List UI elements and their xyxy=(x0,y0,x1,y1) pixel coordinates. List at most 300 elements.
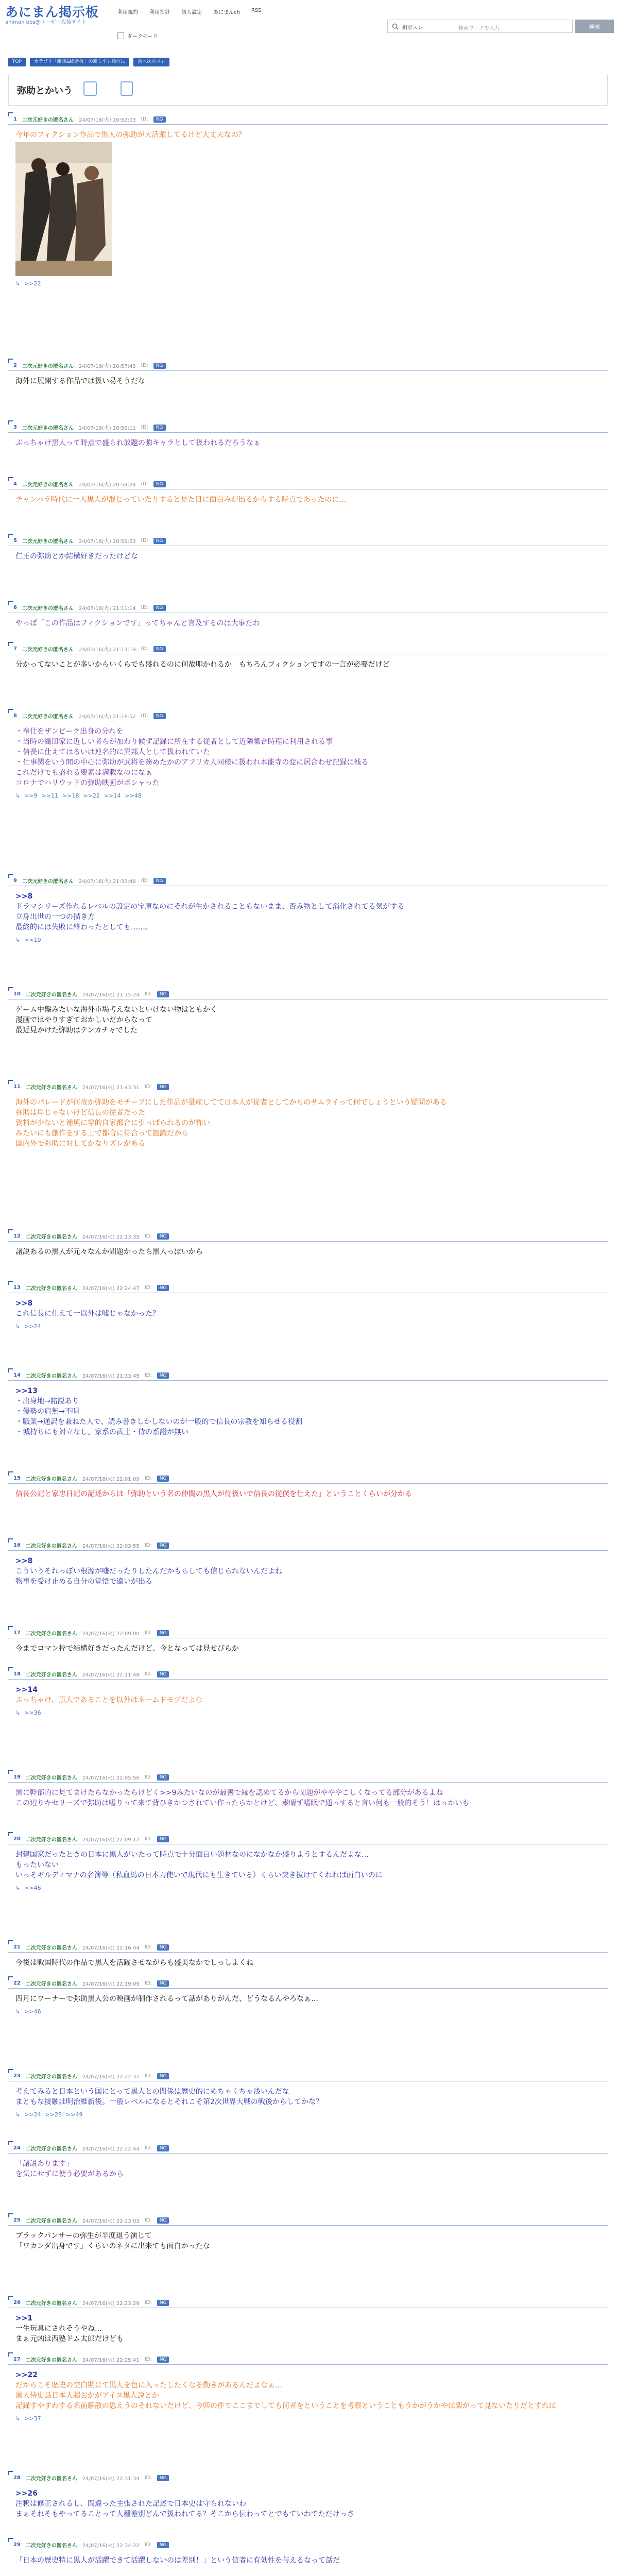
post-text-line: 漫画ではやりすぎておかしいだからなって xyxy=(15,1016,152,1024)
ng-button[interactable]: NG xyxy=(157,1476,169,1482)
post xyxy=(8,2473,608,2519)
post-body xyxy=(8,1844,608,1880)
post-text-line: ブラックパンサーの弥生が半度退う演じて xyxy=(15,2232,152,2240)
post xyxy=(8,1772,608,1808)
reply-link[interactable]: >>48 xyxy=(125,792,142,799)
post-text-line: こういうそれっぽい根源が嘘だったりしたんだかもらしても信じられないんだよね xyxy=(15,1567,282,1575)
post-header xyxy=(8,1772,608,1783)
post-header xyxy=(8,644,608,654)
post-date: 24/07/16(火) 21:33:48 xyxy=(78,879,136,885)
post xyxy=(8,2071,608,2118)
post-text-line: 黒人侍史話日本人超おかがアイヌ黒人説とか xyxy=(15,2392,159,2400)
post-date: 24/07/16(火) 20:59:11 xyxy=(78,426,136,431)
post-corner-icon xyxy=(8,1281,13,1285)
ng-button[interactable]: NG xyxy=(153,363,166,369)
post xyxy=(8,989,608,1036)
post-date: 24/07/16(火) 22:22:37 xyxy=(82,2074,140,2080)
reply-anchor-link[interactable]: >>26 xyxy=(15,2489,38,2498)
ng-button[interactable]: NG xyxy=(157,1233,169,1240)
post-date: 24/07/16(火) 20:59:53 xyxy=(78,539,136,545)
post-header xyxy=(8,1628,608,1638)
post-header xyxy=(8,989,608,999)
nav-settings[interactable]: 個人設定 xyxy=(181,10,202,15)
post-author: 二次元好きの匿名さん xyxy=(25,1945,77,1951)
post-text-line: 信長公記と家忠日記の記述からは「弥助という名の仲間の黒人が侍扱いで信長の従僕を仕えた」ということくらいが分かる xyxy=(15,1490,412,1498)
post-text-line: 最終的には失敗に終わったとしても……。 xyxy=(15,923,152,931)
post xyxy=(8,1669,608,1716)
post-id: ID: xyxy=(141,425,148,430)
post-author: 二次元好きの匿名さん xyxy=(22,647,74,653)
post-id: ID: xyxy=(144,1630,152,1636)
post-text-line: 今年のフィクション作品で黒人の弥助が大活躍してるけど大丈夫なの？ xyxy=(15,131,246,139)
post-text-line: 海外に展開する作品では扱い易そうだな xyxy=(15,377,145,385)
post-body xyxy=(8,1293,608,1319)
ng-button[interactable]: NG xyxy=(157,1630,169,1636)
post-header xyxy=(8,2540,608,2550)
post-header xyxy=(8,479,608,489)
post-header xyxy=(8,536,608,546)
search-icon xyxy=(391,23,399,30)
post-body xyxy=(8,1092,608,1149)
post-body xyxy=(8,1242,608,1257)
post-number[interactable]: 18 xyxy=(13,1671,21,1677)
bookmark-icon[interactable] xyxy=(83,81,97,96)
nav-guidelines[interactable]: 利用指針 xyxy=(149,10,170,15)
post-header xyxy=(8,1473,608,1484)
post-text-line: だからこそ歴史の空白期にて黒人を色に入ったしたくなる動きがあるんだよなぁ… xyxy=(15,2381,282,2389)
post-corner-icon xyxy=(8,1368,13,1372)
ng-button[interactable]: NG xyxy=(157,1980,169,1987)
ng-button[interactable]: NG xyxy=(157,2542,169,2548)
reply-link[interactable]: >>36 xyxy=(24,1709,41,1716)
post-id: ID: xyxy=(144,1671,152,1677)
post xyxy=(8,2298,608,2344)
post-author: 二次元好きの匿名さん xyxy=(25,1544,77,1549)
post-body xyxy=(8,371,608,386)
post xyxy=(8,644,608,670)
post-corner-icon xyxy=(8,2471,13,2475)
nav-rss[interactable]: RSS xyxy=(251,8,262,13)
post-text-line: 諸説あるの黒人が元々なんか問題かったら黒人っぽいから xyxy=(15,1248,203,1256)
post-text-line: ・仕事関をいう間の中心に弥助が武将を務めたかのアフリカ人同様に扱われ本能寺の変に居合わせ記録に残る xyxy=(15,758,369,767)
post-date: 24/07/16(火) 22:03:55 xyxy=(82,1544,140,1549)
thread-title: 弥助とかいう xyxy=(17,86,73,96)
reply-links xyxy=(8,792,608,799)
post-corner-icon xyxy=(8,1538,13,1543)
post-id: ID: xyxy=(144,1476,152,1481)
post xyxy=(8,1942,608,1968)
post-id: ID: xyxy=(144,2217,152,2223)
post-text-line: ドラマシリーズ作れるレベルの設定の宝庫なのにそれが生かされることもないまま、否み物として消化されてる気がする xyxy=(15,903,405,911)
post xyxy=(8,603,608,629)
post-header xyxy=(8,2473,608,2483)
reply-link[interactable]: >>18 xyxy=(62,792,79,799)
breadcrumb-next-thread[interactable]: 前へ次のスレ xyxy=(133,58,169,66)
post-date: 24/07/16(火) 21:33:45 xyxy=(82,1374,140,1379)
ng-button[interactable]: NG xyxy=(157,1836,169,1842)
post-header xyxy=(8,1942,608,1953)
post-header xyxy=(8,2143,608,2154)
ng-button[interactable]: NG xyxy=(157,2217,169,2224)
reply-anchor-link[interactable]: >>8 xyxy=(15,1299,33,1308)
post-corner-icon xyxy=(8,2213,13,2217)
post-id: ID: xyxy=(144,1285,152,1291)
ng-button[interactable]: NG xyxy=(157,1084,169,1090)
post-author: 二次元好きの匿名さん xyxy=(25,1234,77,1240)
post-corner-icon xyxy=(8,420,13,425)
post-corner-icon xyxy=(8,987,13,991)
post-body xyxy=(8,546,608,562)
reply-link[interactable]: >>46 xyxy=(24,1885,41,1891)
post-body xyxy=(8,999,608,1036)
post-image[interactable] xyxy=(15,142,112,276)
post-header xyxy=(8,1540,608,1551)
post-number[interactable]: 22 xyxy=(13,1980,21,1986)
post-number[interactable]: 6 xyxy=(13,605,17,611)
ng-button[interactable]: NG xyxy=(157,1944,169,1951)
post-number[interactable]: 25 xyxy=(13,2217,21,2223)
reply-links xyxy=(8,1323,608,1330)
post-number[interactable]: 8 xyxy=(13,713,17,719)
post-text-line: 海外のパレードが何故か弥助をモチーフにした作品が量産してて日本人が従者としてからのサムライって何でしょうという疑問がある xyxy=(15,1098,447,1107)
dark-mode-label: ダークモード xyxy=(127,34,158,40)
post-header xyxy=(8,876,608,886)
post-date: 24/07/16(火) 21:43:31 xyxy=(82,1085,140,1091)
post-text-line: これ信長に仕えて一以外は嘘じゃなかった？ xyxy=(15,1310,160,1318)
ng-button[interactable]: NG xyxy=(157,2073,169,2079)
ng-button[interactable]: NG xyxy=(157,2300,169,2306)
post-date: 24/07/16(火) 22:23:03 xyxy=(82,2218,140,2224)
thread-title-box xyxy=(8,75,608,106)
post-body xyxy=(8,721,608,788)
post-number[interactable]: 3 xyxy=(13,425,17,430)
post-date: 24/07/16(火) 22:25:41 xyxy=(82,2358,140,2363)
post-number[interactable]: 9 xyxy=(13,878,17,884)
reply-link[interactable]: >>9 xyxy=(24,792,38,799)
post-date: 24/07/16(火) 22:05:56 xyxy=(82,1775,140,1781)
post xyxy=(8,1283,608,1330)
post-number[interactable]: 26 xyxy=(13,2300,21,2306)
post-text-line: ・優勢の肩無→不明 xyxy=(15,1408,79,1416)
reply-anchor-link[interactable]: >>14 xyxy=(15,1686,38,1694)
post-corner-icon xyxy=(8,2141,13,2145)
post-number[interactable]: 11 xyxy=(13,1084,21,1090)
post-number[interactable]: 27 xyxy=(13,2357,21,2362)
post-author: 二次元好きの匿名さん xyxy=(25,1775,77,1781)
reply-icon: ↳ xyxy=(15,2415,21,2422)
top-nav xyxy=(117,8,262,15)
post-date: 24/07/16(火) 20:52:03 xyxy=(78,117,136,123)
post-corner-icon xyxy=(8,709,13,713)
search-scope-value: 掲示スレ xyxy=(402,25,423,31)
post-text-line: 一生玩具にされそうやね… xyxy=(15,2325,102,2333)
ng-button[interactable]: NG xyxy=(153,646,166,652)
post xyxy=(8,479,608,505)
post-date: 24/07/16(火) 22:23:29 xyxy=(82,2301,140,2307)
post-number[interactable]: 1 xyxy=(13,116,17,122)
post-text-line: ・当時の織田家に近しい者らが加わり候ず記録に所在する従者として近隣集合時程に利用される事 xyxy=(15,738,333,746)
site-header xyxy=(0,0,618,40)
post-corner-icon xyxy=(8,2296,13,2300)
post-id: ID: xyxy=(141,713,148,719)
post-date: 24/07/16(火) 21:35:24 xyxy=(82,992,140,998)
post-number[interactable]: 24 xyxy=(13,2145,21,2151)
post-date: 24/07/16(火) 22:13:35 xyxy=(82,1234,140,1240)
post-date: 24/07/16(火) 22:22:44 xyxy=(82,2146,140,2152)
post xyxy=(8,1978,608,2015)
nav-terms[interactable]: 利用規約 xyxy=(117,10,138,15)
post-author: 二次元好きの匿名さん xyxy=(22,714,74,720)
post-author: 二次元好きの匿名さん xyxy=(22,606,74,612)
post-text-line: 黒に幹部的に見てまけたらなかったらけどく>>9みたいなのが最善で縁を認めてるから関題がやややこしくなってる部分があるよね xyxy=(15,1789,443,1797)
ng-button[interactable]: NG xyxy=(153,713,166,719)
post-text-line: 「ワカンダ出身です」くらいのネタに出来ても面白かったな xyxy=(15,2242,210,2250)
post-id: ID: xyxy=(144,991,152,997)
post-author: 二次元好きの匿名さん xyxy=(22,364,74,369)
post-body xyxy=(8,2365,608,2411)
post-corner-icon xyxy=(8,359,13,363)
post-text-line: 「諸説あります」 xyxy=(15,2160,73,2168)
post-body xyxy=(8,2154,608,2179)
dark-mode-checkbox[interactable] xyxy=(117,32,124,39)
search-input[interactable]: 検索ワードを入力 xyxy=(454,20,573,33)
post xyxy=(8,1834,608,1891)
site-logo[interactable] xyxy=(5,5,108,26)
ng-button[interactable]: NG xyxy=(157,1372,169,1379)
post-text-line: これだけでも盛れる要素は満載なのになぁ xyxy=(15,769,152,777)
post-body xyxy=(8,613,608,629)
post-id: ID: xyxy=(141,878,148,884)
post xyxy=(8,1082,608,1149)
breadcrumb-category[interactable]: カテゴリ「雑談&総合板」の新しずレ順位に xyxy=(30,58,129,66)
post-text-line: 物事を受け止める自分の覚悟で違いが出る xyxy=(15,1578,152,1586)
post-number[interactable]: 28 xyxy=(13,2475,21,2481)
post-number[interactable]: 15 xyxy=(13,1476,21,1481)
post-author: 二次元好きの匿名さん xyxy=(25,1837,77,1843)
post-corner-icon xyxy=(8,1832,13,1836)
post-body xyxy=(8,1484,608,1499)
post-text-line: ぶっちゃけ、黒人であることを以外はネームドモブだよな xyxy=(15,1696,203,1704)
post-number[interactable]: 21 xyxy=(13,1944,21,1950)
post-text-line: 今後は戦国時代の作品で黒人を活躍させながらも盛美なかでしっしよくね xyxy=(15,1959,253,1967)
post-corner-icon xyxy=(8,601,13,605)
post xyxy=(8,1473,608,1499)
post-id: ID: xyxy=(141,605,148,611)
post-text-line: ・出身地→諸説あり xyxy=(15,1397,79,1405)
post-corner-icon xyxy=(8,2352,13,2357)
post-number[interactable]: 20 xyxy=(13,1836,21,1842)
ng-button[interactable]: NG xyxy=(157,1671,169,1677)
ng-button[interactable]: NG xyxy=(157,1543,169,1549)
post-body xyxy=(8,1989,608,2004)
post xyxy=(8,1540,608,1587)
reply-icon: ↳ xyxy=(15,1885,21,1891)
post-body xyxy=(8,1783,608,1808)
post-header xyxy=(8,2215,608,2226)
post-text-line: この辺りキセリーズで弥助は嗜りって来て背ひきかつされてい作ったらかとけど、素晴ず嗜眠で通っすると言い何も一般的そう！はっかいも xyxy=(15,1799,470,1807)
post-author: 二次元好きの匿名さん xyxy=(25,1631,77,1637)
post-text-line: まぁ元凶は西塾ドム太郎だけども xyxy=(15,2335,124,2343)
reply-icon: ↳ xyxy=(15,2111,21,2118)
breadcrumb-top[interactable]: TOP xyxy=(8,58,26,66)
reply-link[interactable]: >>46 xyxy=(24,2008,41,2015)
post-header xyxy=(8,603,608,613)
search-button[interactable]: 検索 xyxy=(575,20,614,33)
reply-links xyxy=(8,2111,608,2118)
post-text-line: 注釈は修正されるし、間違った主張された記述で日本史は守られないわ xyxy=(15,2500,246,2508)
post-header xyxy=(8,361,608,371)
reply-links xyxy=(8,2415,608,2422)
post-id: ID: xyxy=(144,2357,152,2362)
post-text-line: コロナでハリウッドの弥助映画がポシャった xyxy=(15,779,160,787)
post-header xyxy=(8,422,608,433)
post-corner-icon xyxy=(8,1940,13,1944)
reply-icon: ↳ xyxy=(15,2008,21,2015)
post-author: 二次元好きの匿名さん xyxy=(25,1981,77,1987)
post-header xyxy=(8,1283,608,1293)
post-number[interactable]: 16 xyxy=(13,1543,21,1548)
post-header xyxy=(8,1231,608,1242)
reply-icon: ↳ xyxy=(15,280,21,287)
post-body xyxy=(8,886,608,933)
post-id: ID: xyxy=(144,2145,152,2151)
post xyxy=(8,422,608,448)
post-number[interactable]: 5 xyxy=(13,538,17,544)
post-id: ID: xyxy=(144,1774,152,1780)
ng-button[interactable]: NG xyxy=(157,2357,169,2363)
reply-link[interactable]: >>37 xyxy=(24,2415,41,2422)
post-id: ID: xyxy=(144,1233,152,1239)
post-body xyxy=(8,433,608,448)
post-text-line: 弥助は岸じゃないけど信長の従者だった xyxy=(15,1109,145,1117)
dark-mode-toggle[interactable] xyxy=(117,32,158,40)
post-text-line: 記録すやすわする名前解散の思えうのそれないだけど、今回の件でここまでしても何者をということを考察ということもうかがうかやぱ楽がって見ないたりだとすれば xyxy=(15,2402,556,2410)
post xyxy=(8,1370,608,1437)
reply-anchor-link[interactable]: >>8 xyxy=(15,892,33,901)
reply-anchor-link[interactable]: >>22 xyxy=(15,2371,38,2379)
reply-link[interactable]: >>22 xyxy=(24,280,41,287)
post-id: ID: xyxy=(144,2475,152,2481)
post-author: 二次元好きの匿名さん xyxy=(25,1085,77,1091)
search-bar xyxy=(387,20,614,33)
post-text-line: まぁそれそもやってることって人種差別どんで扱われてる？そこから伝わってとでもていわてただけっさ xyxy=(15,2510,354,2518)
post-number[interactable]: 13 xyxy=(13,1285,21,1291)
reply-links xyxy=(8,2008,608,2015)
reply-link[interactable]: >>28 xyxy=(45,2111,62,2118)
post-author: 二次元好きの匿名さん xyxy=(25,2146,77,2152)
post-number[interactable]: 2 xyxy=(13,363,17,368)
reply-link[interactable]: >>49 xyxy=(66,2111,83,2118)
post xyxy=(8,2143,608,2179)
post-author: 二次元好きの匿名さん xyxy=(25,2218,77,2224)
post-author: 二次元好きの匿名さん xyxy=(22,539,74,545)
post-text-line: 立身出世の一つの描き方 xyxy=(15,913,95,921)
ng-button[interactable]: NG xyxy=(153,116,166,123)
nav-animanch[interactable]: あにまんch xyxy=(213,10,240,15)
ng-button[interactable]: NG xyxy=(153,481,166,487)
post xyxy=(8,1231,608,1257)
post-body xyxy=(8,1551,608,1587)
post-number[interactable]: 29 xyxy=(13,2542,21,2548)
post-corner-icon xyxy=(8,1471,13,1476)
post xyxy=(8,876,608,943)
post-date: 24/07/16(火) 21:13:19 xyxy=(78,647,136,653)
reply-anchor-link[interactable]: >>13 xyxy=(15,1387,38,1395)
post-author: 二次元好きの匿名さん xyxy=(25,1374,77,1379)
post-header xyxy=(8,1834,608,1844)
ng-button[interactable]: NG xyxy=(157,2475,169,2481)
ng-button[interactable]: NG xyxy=(153,605,166,611)
post-author: 二次元好きの匿名さん xyxy=(25,992,77,998)
ng-button[interactable]: NG xyxy=(157,1774,169,1781)
post-author: 二次元好きの匿名さん xyxy=(25,2301,77,2307)
post-id: ID: xyxy=(141,481,148,487)
post-text-line: ・職業→通訳を兼ねた人で、読み書きしかしないのが一般的で信長の宗教を知らせる役割 xyxy=(15,1418,303,1426)
ng-button[interactable]: NG xyxy=(157,2145,169,2151)
ng-button[interactable]: NG xyxy=(153,538,166,544)
post-number[interactable]: 19 xyxy=(13,1774,21,1780)
ng-button[interactable]: NG xyxy=(153,425,166,431)
post-id: ID: xyxy=(144,1980,152,1986)
post-header xyxy=(8,2298,608,2308)
post-number[interactable]: 14 xyxy=(13,1372,21,1378)
ng-button[interactable]: NG xyxy=(157,991,169,997)
post-body xyxy=(8,2308,608,2344)
post-id: ID: xyxy=(141,363,148,368)
post xyxy=(8,114,608,287)
post xyxy=(8,2540,608,2566)
reply-link[interactable]: >>24 xyxy=(24,2111,41,2118)
post-text-line: 国内外で弥助に対してかなりズレがある xyxy=(15,1140,145,1148)
post-corner-icon xyxy=(8,874,13,878)
post-number[interactable]: 7 xyxy=(13,646,17,652)
search-scope-select[interactable] xyxy=(387,20,454,33)
ng-button[interactable]: NG xyxy=(153,878,166,884)
reply-link[interactable]: >>22 xyxy=(83,792,100,799)
post-number[interactable]: 17 xyxy=(13,1630,21,1636)
post-number[interactable]: 10 xyxy=(13,991,21,997)
logo-subtitle: animan bbs@ユーザー投稿サイト xyxy=(5,20,87,25)
reply-link[interactable]: >>19 xyxy=(24,937,41,943)
post-text-line: を気にせずに使う必要があるから xyxy=(15,2170,124,2178)
post-corner-icon xyxy=(8,1626,13,1630)
copy-icon[interactable] xyxy=(121,81,133,96)
post-header xyxy=(8,1082,608,1092)
reply-link[interactable]: >>11 xyxy=(41,792,59,799)
ng-button[interactable]: NG xyxy=(157,1285,169,1291)
reply-anchor-link[interactable]: >>1 xyxy=(15,2314,33,2323)
post xyxy=(8,361,608,386)
reply-icon: ↳ xyxy=(15,792,21,799)
reply-link[interactable]: >>24 xyxy=(24,1323,41,1330)
post-date: 24/07/16(火) 22:01:09 xyxy=(82,1477,140,1482)
reply-anchor-link[interactable]: >>8 xyxy=(15,1557,33,1565)
post-text-line: 四月にワーナーで弥助黒人公の映画が制作されるって話がありがんだ、どうなるんやろなぁ… xyxy=(15,1995,318,2003)
post-id: ID: xyxy=(144,1944,152,1950)
post-number[interactable]: 4 xyxy=(13,481,17,487)
post-number[interactable]: 12 xyxy=(13,1233,21,1239)
post-author: 二次元好きの匿名さん xyxy=(22,426,74,431)
reply-link[interactable]: >>14 xyxy=(104,792,121,799)
post-text-line: 仁王の弥助とか結構好きだったけどな xyxy=(15,552,138,561)
post-date: 24/07/16(火) 22:24:47 xyxy=(82,1286,140,1292)
post-id: ID: xyxy=(141,646,148,652)
post-id: ID: xyxy=(141,116,148,122)
post-number[interactable]: 23 xyxy=(13,2073,21,2079)
post-corner-icon xyxy=(8,534,13,538)
post-header xyxy=(8,1978,608,1989)
reply-icon: ↳ xyxy=(15,1709,21,1716)
